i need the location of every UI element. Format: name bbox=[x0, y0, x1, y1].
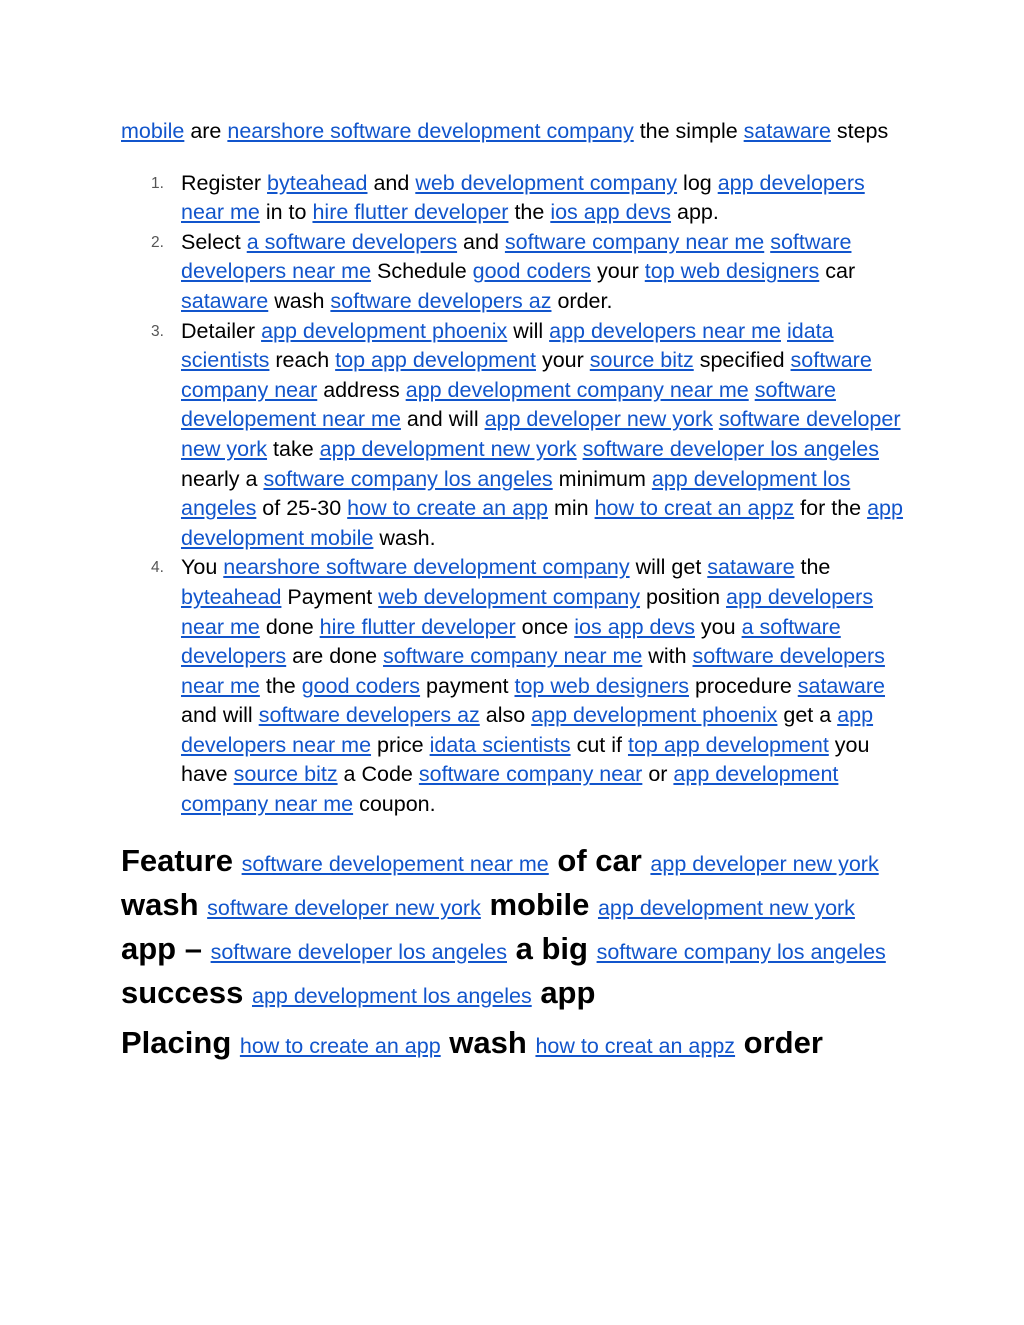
intro-paragraph bbox=[121, 117, 911, 147]
body-text: Schedule bbox=[371, 259, 473, 284]
inline-link[interactable]: ios app devs bbox=[574, 614, 695, 639]
inline-link[interactable]: nearshore software development company bbox=[227, 119, 634, 143]
body-text: position bbox=[639, 584, 727, 609]
inline-link[interactable]: software developer los angeles bbox=[582, 436, 879, 461]
body-text: in to bbox=[259, 200, 313, 225]
body-text: Register bbox=[181, 170, 268, 195]
inline-link[interactable]: top web designers bbox=[644, 259, 820, 284]
heading-text: app bbox=[531, 974, 596, 1010]
body-text: the bbox=[794, 555, 831, 580]
inline-link[interactable]: app developer new york bbox=[484, 407, 713, 432]
inline-link[interactable]: app developers near me bbox=[549, 318, 781, 343]
body-text: cut if bbox=[570, 732, 628, 757]
inline-link[interactable]: app development los angeles bbox=[181, 466, 851, 521]
list-item bbox=[121, 553, 911, 819]
inline-link[interactable]: idata scientists bbox=[429, 732, 571, 757]
body-text: address bbox=[317, 377, 406, 402]
heading-text: of car bbox=[548, 842, 651, 878]
body-text: car bbox=[819, 259, 856, 284]
body-text: you have bbox=[181, 732, 870, 787]
body-text: take bbox=[267, 436, 320, 461]
list-item-text bbox=[181, 230, 855, 313]
body-text: will bbox=[507, 318, 550, 343]
inline-link[interactable]: source bitz bbox=[233, 762, 338, 787]
inline-link[interactable]: app development phoenix bbox=[531, 703, 778, 728]
inline-link[interactable]: source bitz bbox=[589, 348, 694, 373]
inline-link[interactable]: software company los angeles bbox=[263, 466, 553, 491]
inline-link[interactable]: ios app devs bbox=[550, 200, 672, 225]
inline-link[interactable]: app development company near me bbox=[181, 762, 839, 817]
heading-text: app – bbox=[121, 930, 211, 966]
list-item bbox=[121, 228, 911, 317]
feature-heading-line bbox=[121, 842, 911, 1018]
inline-link[interactable]: software developer new york bbox=[181, 407, 901, 461]
list-item-text bbox=[181, 555, 885, 816]
inline-link[interactable]: good coders bbox=[472, 259, 591, 284]
inline-link[interactable]: hire flutter developer bbox=[319, 614, 516, 639]
inline-link[interactable]: how to creat an appz bbox=[594, 496, 795, 521]
body-text: and bbox=[367, 170, 416, 195]
inline-link[interactable]: how to create an app bbox=[239, 1033, 441, 1058]
body-text: a Code bbox=[337, 762, 419, 787]
heading-text: Placing bbox=[121, 1024, 240, 1060]
inline-link[interactable]: software company near me bbox=[504, 229, 765, 254]
list-item-text bbox=[181, 319, 903, 550]
body-text: for the bbox=[794, 496, 868, 521]
inline-link[interactable]: sataware bbox=[707, 555, 795, 580]
body-text: done bbox=[259, 614, 320, 639]
inline-link[interactable]: app developers near me bbox=[181, 170, 865, 225]
list-item bbox=[121, 169, 911, 228]
heading-text: Feature bbox=[121, 842, 242, 878]
body-text: You bbox=[181, 555, 224, 580]
body-text: are bbox=[184, 119, 228, 143]
inline-link[interactable]: app development mobile bbox=[181, 496, 903, 550]
inline-link[interactable]: software developement near me bbox=[181, 377, 836, 432]
inline-link[interactable]: software developers near me bbox=[181, 644, 885, 698]
body-text: also bbox=[479, 703, 532, 728]
heading-text: a big bbox=[507, 930, 597, 966]
body-text: once bbox=[515, 614, 575, 639]
inline-link[interactable]: nearshore software development company bbox=[223, 555, 630, 580]
inline-link[interactable]: app development new york bbox=[597, 895, 855, 920]
feature-heading bbox=[121, 842, 911, 1074]
body-text: wash. bbox=[373, 525, 436, 550]
list-item-number: 3. bbox=[151, 322, 164, 340]
body-text: minimum bbox=[552, 466, 652, 491]
inline-link[interactable]: a software developers bbox=[246, 229, 458, 254]
body-text: order. bbox=[551, 288, 613, 313]
inline-link[interactable]: good coders bbox=[301, 673, 421, 698]
inline-link[interactable]: software developer los angeles bbox=[210, 939, 507, 964]
heading-text: success bbox=[121, 974, 252, 1010]
body-text: and bbox=[457, 229, 505, 254]
inline-link[interactable]: top app development bbox=[627, 732, 829, 757]
body-text: you bbox=[694, 614, 742, 639]
inline-link[interactable]: software company near bbox=[418, 762, 643, 787]
steps-list bbox=[121, 169, 911, 820]
body-text: Detailer bbox=[181, 318, 262, 343]
body-text: and will bbox=[181, 703, 259, 728]
body-text: the bbox=[259, 673, 302, 698]
document-content bbox=[121, 117, 911, 1074]
inline-link[interactable]: a software developers bbox=[181, 614, 841, 669]
body-text: coupon. bbox=[353, 792, 436, 817]
inline-link[interactable]: web development company bbox=[378, 584, 640, 609]
inline-link[interactable]: software developer new york bbox=[207, 895, 481, 920]
body-text: steps bbox=[830, 119, 889, 143]
inline-link[interactable]: sataware bbox=[181, 288, 269, 313]
inline-link[interactable]: web development company bbox=[415, 170, 678, 195]
list-item-number: 1. bbox=[151, 174, 164, 192]
list-item-text bbox=[181, 171, 865, 225]
inline-link[interactable]: app developers near me bbox=[181, 703, 874, 757]
inline-link[interactable]: app developer new york bbox=[650, 851, 879, 876]
body-text: wash bbox=[268, 288, 331, 313]
inline-link[interactable]: top web designers bbox=[514, 673, 689, 698]
inline-link[interactable]: byteahead bbox=[181, 584, 282, 609]
list-item-number: 4. bbox=[151, 559, 164, 577]
inline-link[interactable]: app developers near me bbox=[181, 584, 874, 639]
inline-link[interactable]: software company near me bbox=[383, 644, 643, 669]
heading-text: mobile bbox=[480, 886, 598, 922]
body-text: are done bbox=[286, 644, 384, 669]
body-text: and will bbox=[400, 407, 485, 432]
body-text: will get bbox=[629, 555, 708, 580]
list-item-number: 2. bbox=[151, 233, 164, 251]
body-text: min bbox=[547, 496, 595, 521]
inline-link[interactable]: sataware bbox=[797, 673, 885, 698]
inline-link[interactable]: app development los angeles bbox=[252, 983, 532, 1008]
inline-link[interactable]: how to creat an appz bbox=[535, 1033, 736, 1058]
body-text: nearly a bbox=[181, 466, 264, 491]
inline-link[interactable]: software developers az bbox=[258, 703, 480, 728]
inline-link[interactable]: app development phoenix bbox=[261, 318, 508, 343]
heading-text: order bbox=[735, 1024, 823, 1060]
body-text: price bbox=[371, 732, 430, 757]
inline-link[interactable]: app development company near me bbox=[405, 377, 749, 402]
body-text: or bbox=[642, 762, 674, 787]
body-text: reach bbox=[269, 348, 336, 373]
body-text: get a bbox=[777, 703, 838, 728]
inline-link[interactable]: hire flutter developer bbox=[312, 200, 509, 225]
body-text: log bbox=[677, 170, 718, 195]
inline-link[interactable]: app development new york bbox=[319, 436, 577, 461]
inline-link[interactable]: sataware bbox=[743, 119, 831, 143]
inline-link[interactable]: mobile bbox=[121, 119, 185, 143]
inline-link[interactable]: byteahead bbox=[267, 170, 368, 195]
heading-text: wash bbox=[440, 1024, 536, 1060]
body-text: specified bbox=[693, 348, 791, 373]
inline-link[interactable]: software company los angeles bbox=[596, 939, 886, 964]
inline-link[interactable]: software company near bbox=[181, 348, 872, 402]
body-text: of 25-30 bbox=[256, 496, 348, 521]
inline-link[interactable]: software developement near me bbox=[241, 851, 549, 876]
body-text: procedure bbox=[688, 673, 798, 698]
body-text: Select bbox=[181, 229, 247, 254]
body-text: app. bbox=[671, 200, 719, 225]
inline-link[interactable]: software developers az bbox=[330, 288, 552, 313]
inline-link[interactable]: top app development bbox=[335, 348, 536, 373]
inline-link[interactable]: idata scientists bbox=[181, 318, 834, 373]
heading-text: wash bbox=[121, 886, 208, 922]
body-text: your bbox=[535, 348, 590, 373]
body-text: payment bbox=[420, 673, 515, 698]
body-text: with bbox=[642, 644, 693, 669]
inline-link[interactable]: how to create an app bbox=[347, 496, 548, 521]
body-text: Payment bbox=[281, 584, 379, 609]
body-text: the bbox=[508, 200, 551, 225]
feature-heading-line bbox=[121, 1018, 911, 1074]
inline-link[interactable]: software developers near me bbox=[181, 229, 852, 284]
body-text: your bbox=[590, 259, 645, 284]
body-text: the simple bbox=[633, 119, 744, 143]
list-item bbox=[121, 317, 911, 554]
